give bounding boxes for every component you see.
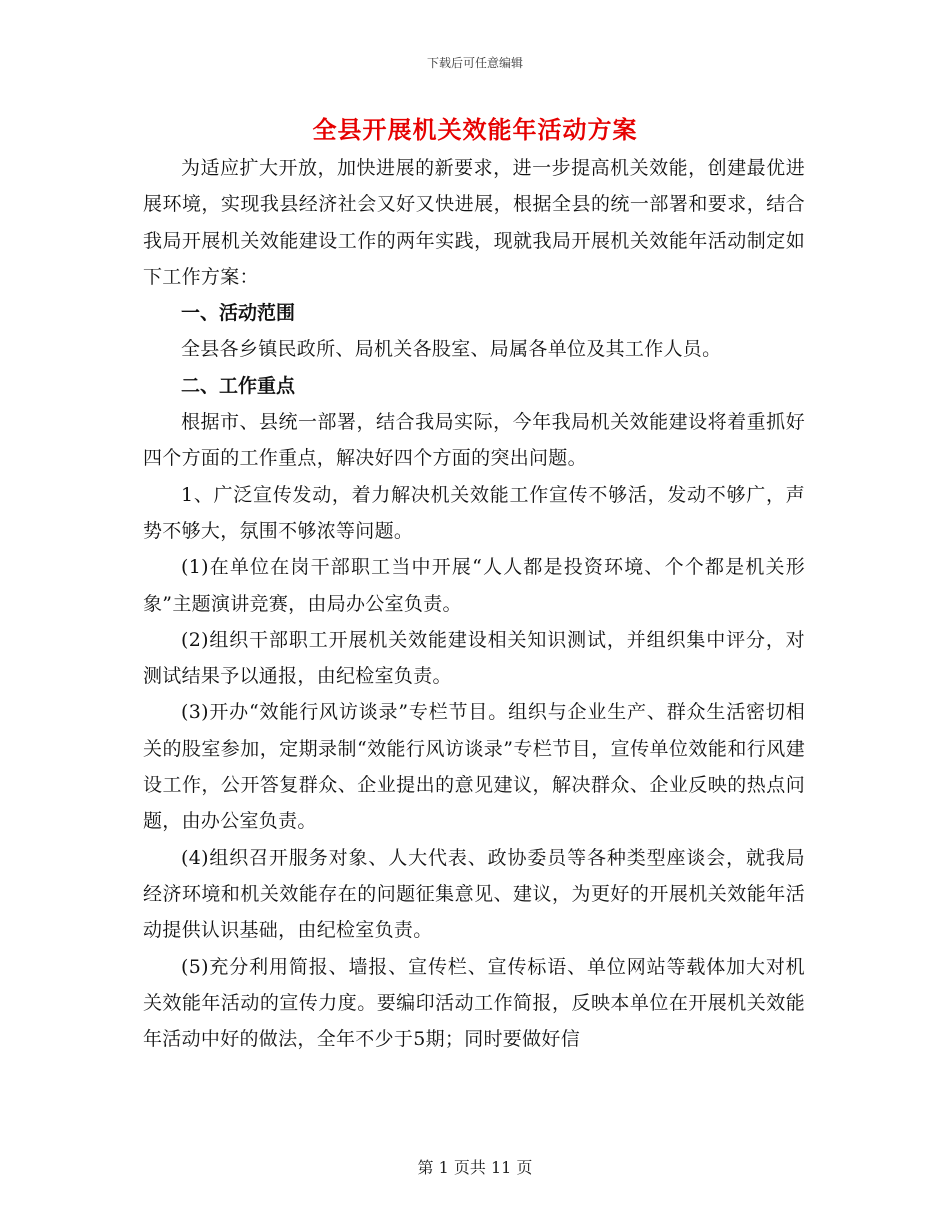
intro-paragraph: 为适应扩大开放，加快进展的新要求，进一步提高机关效能，创建最优进展环境，实现我县经济社会又好又快进展，根据全县的统一部署和要求，结合我局开展机关效能建设工作的两年实践，现就我局开展机关效能年活动制定如下工作方案： xyxy=(143,157,805,288)
sub-item-3-paragraph: (3)开办“效能行风访谈录”专栏节目。组织与企业生产、群众生活密切相关的股室参加，定期录制“效能行风访谈录”专栏节目，宣传单位效能和行风建设工作，公开答复群众、企业提出的意见建议，解决群众、企业反映的热点问题，由办公室负责。 xyxy=(143,701,805,833)
sub-item-4-paragraph: (4)组织召开服务对象、人大代表、政协委员等各种类型座谈会，就我局经济环境和机关效能存在的问题征集意见、建议，为更好的开展机关效能年活动提供认识基础，由纪检室负责。 xyxy=(143,846,805,942)
item-1-paragraph: 1、广泛宣传发动，着力解决机关效能工作宣传不够活，发动不够广，声势不够大，氛围不够浓等问题。 xyxy=(143,483,805,542)
section-heading-scope: 一、活动范围 xyxy=(181,302,296,325)
document-title: 全县开展机关效能年活动方案 xyxy=(312,116,638,144)
scope-paragraph: 全县各乡镇民政所、局机关各股室、局属各单位及其工作人员。 xyxy=(181,338,722,361)
sub-item-1-paragraph: (1)在单位在岗干部职工当中开展“人人都是投资环境、个个都是机关形象”主题演讲竞赛，由局办公室负责。 xyxy=(143,556,805,615)
focus-paragraph: 根据市、县统一部署，结合我局实际，今年我局机关效能建设将着重抓好四个方面的工作重点，解决好四个方面的突出问题。 xyxy=(143,411,805,470)
section-heading-focus: 二、工作重点 xyxy=(181,374,296,397)
header-note: 下载后可任意编辑 xyxy=(426,56,523,70)
sub-item-5-paragraph: (5)充分利用简报、墙报、宣传栏、宣传标语、单位网站等载体加大对机关效能年活动的宣传力度。要编印活动工作简报，反映本单位在开展机关效能年活动中好的做法，全年不少于5期；同时要做好信 xyxy=(143,955,805,1051)
page-number: 第 1 页共 11 页 xyxy=(417,1158,533,1177)
document-body xyxy=(143,150,805,1057)
sub-item-2-paragraph: (2)组织干部职工开展机关效能建设相关知识测试，并组织集中评分，对测试结果予以通报，由纪检室负责。 xyxy=(143,628,805,688)
